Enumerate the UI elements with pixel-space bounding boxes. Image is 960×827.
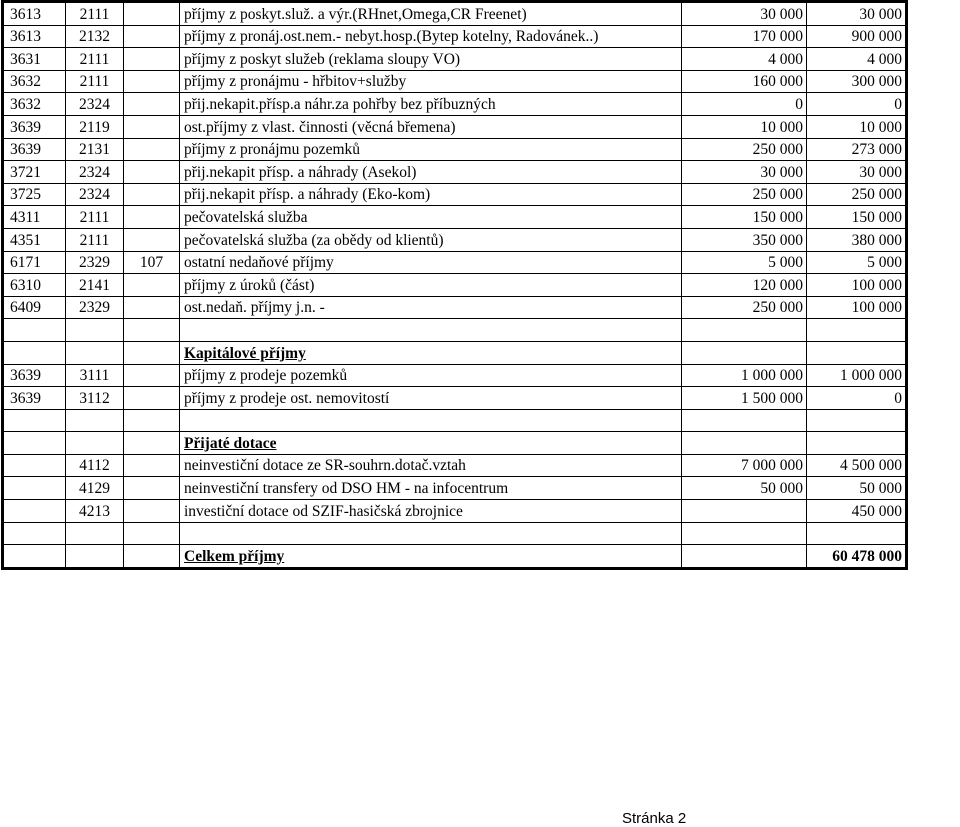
paragraph-cell: 3632 (3, 93, 66, 116)
table-row (3, 296, 907, 319)
table-row (3, 93, 907, 116)
section-header-row (3, 341, 907, 364)
description-cell: Celkem příjmy (180, 545, 682, 569)
org-unit-cell (124, 183, 180, 206)
paragraph-cell (3, 454, 66, 477)
org-unit-cell: 107 (124, 251, 180, 274)
amount-2-cell: 5 000 (807, 251, 907, 274)
item-code-cell: 2324 (66, 161, 124, 184)
item-code-cell: 2329 (66, 296, 124, 319)
item-code-cell: 2119 (66, 115, 124, 138)
org-unit-cell (124, 341, 180, 364)
org-unit-cell (124, 545, 180, 569)
page-number: Stránka 2 (622, 810, 687, 827)
paragraph-cell: 3639 (3, 364, 66, 387)
amount-2-cell (807, 341, 907, 364)
table-row (3, 500, 907, 523)
amount-1-cell: 170 000 (682, 25, 807, 48)
amount-2-cell: 300 000 (807, 70, 907, 93)
description-cell: ostatní nedaňové příjmy (180, 251, 682, 274)
amount-1-cell (682, 522, 807, 545)
amount-2-cell: 30 000 (807, 161, 907, 184)
amount-1-cell: 150 000 (682, 206, 807, 229)
item-code-cell: 2111 (66, 2, 124, 26)
description-cell: Kapitálové příjmy (180, 341, 682, 364)
amount-2-cell: 150 000 (807, 206, 907, 229)
description-cell: příjmy z úroků (část) (180, 274, 682, 297)
amount-2-cell: 900 000 (807, 25, 907, 48)
amount-2-cell (807, 409, 907, 432)
table-row (3, 183, 907, 206)
amount-1-cell: 7 000 000 (682, 454, 807, 477)
item-code-cell (66, 319, 124, 342)
org-unit-cell (124, 93, 180, 116)
paragraph-cell: 6409 (3, 296, 66, 319)
amount-2-cell: 450 000 (807, 500, 907, 523)
org-unit-cell (124, 454, 180, 477)
org-unit-cell (124, 70, 180, 93)
amount-1-cell: 120 000 (682, 274, 807, 297)
item-code-cell: 2324 (66, 93, 124, 116)
org-unit-cell (124, 25, 180, 48)
description-cell: příjmy z prodeje pozemků (180, 364, 682, 387)
paragraph-cell (3, 522, 66, 545)
paragraph-cell: 3725 (3, 183, 66, 206)
table-row (3, 477, 907, 500)
paragraph-cell: 3639 (3, 115, 66, 138)
description-cell: ost.nedaň. příjmy j.n. - (180, 296, 682, 319)
budget-table-body (3, 2, 907, 569)
amount-1-cell: 250 000 (682, 138, 807, 161)
amount-1-cell: 250 000 (682, 183, 807, 206)
total-row (3, 545, 907, 569)
paragraph-cell (3, 545, 66, 569)
paragraph-cell (3, 319, 66, 342)
org-unit-cell (124, 477, 180, 500)
amount-1-cell (682, 319, 807, 342)
amount-1-cell: 0 (682, 93, 807, 116)
description-cell: neinvestiční transfery od DSO HM - na infocentrum (180, 477, 682, 500)
description-cell: Přijaté dotace (180, 432, 682, 455)
item-code-cell: 2111 (66, 228, 124, 251)
paragraph-cell: 3639 (3, 138, 66, 161)
table-row (3, 2, 907, 26)
item-code-cell: 4112 (66, 454, 124, 477)
budget-table (1, 0, 908, 570)
paragraph-cell: 3631 (3, 48, 66, 71)
item-code-cell: 2132 (66, 25, 124, 48)
amount-2-cell: 380 000 (807, 228, 907, 251)
amount-2-cell: 0 (807, 93, 907, 116)
item-code-cell (66, 341, 124, 364)
paragraph-cell: 3639 (3, 387, 66, 410)
amount-1-cell: 1 000 000 (682, 364, 807, 387)
amount-2-cell: 60 478 000 (807, 545, 907, 569)
amount-1-cell (682, 500, 807, 523)
amount-2-cell (807, 319, 907, 342)
amount-2-cell: 30 000 (807, 2, 907, 26)
description-cell (180, 319, 682, 342)
table-row (3, 138, 907, 161)
description-cell: pečovatelská služba (180, 206, 682, 229)
amount-1-cell (682, 409, 807, 432)
amount-1-cell: 30 000 (682, 161, 807, 184)
org-unit-cell (124, 138, 180, 161)
item-code-cell: 2111 (66, 48, 124, 71)
amount-1-cell (682, 545, 807, 569)
description-cell: neinvestiční dotace ze SR-souhrn.dotač.vztah (180, 454, 682, 477)
description-cell: příjmy z poskyt.služ. a výr.(RHnet,Omega,CR Freenet) (180, 2, 682, 26)
item-code-cell: 2111 (66, 206, 124, 229)
description-cell: příjmy z pronájmu - hřbitov+služby (180, 70, 682, 93)
paragraph-cell (3, 409, 66, 432)
table-row (3, 48, 907, 71)
amount-1-cell: 1 500 000 (682, 387, 807, 410)
table-row (3, 115, 907, 138)
amount-2-cell: 100 000 (807, 296, 907, 319)
description-cell: přij.nekapit přísp. a náhrady (Asekol) (180, 161, 682, 184)
amount-1-cell: 160 000 (682, 70, 807, 93)
blank-row (3, 319, 907, 342)
blank-row (3, 522, 907, 545)
table-row (3, 274, 907, 297)
item-code-cell: 3111 (66, 364, 124, 387)
description-cell (180, 522, 682, 545)
amount-1-cell: 250 000 (682, 296, 807, 319)
paragraph-cell (3, 432, 66, 455)
description-cell: příjmy z prodeje ost. nemovitostí (180, 387, 682, 410)
amount-1-cell: 50 000 (682, 477, 807, 500)
amount-1-cell: 10 000 (682, 115, 807, 138)
org-unit-cell (124, 432, 180, 455)
paragraph-cell (3, 500, 66, 523)
amount-2-cell: 1 000 000 (807, 364, 907, 387)
amount-1-cell (682, 341, 807, 364)
table-row (3, 387, 907, 410)
paragraph-cell (3, 341, 66, 364)
org-unit-cell (124, 319, 180, 342)
paragraph-cell: 3721 (3, 161, 66, 184)
amount-2-cell: 4 500 000 (807, 454, 907, 477)
org-unit-cell (124, 161, 180, 184)
table-row (3, 228, 907, 251)
table-row (3, 161, 907, 184)
amount-2-cell: 0 (807, 387, 907, 410)
org-unit-cell (124, 115, 180, 138)
paragraph-cell: 3613 (3, 25, 66, 48)
table-row (3, 206, 907, 229)
item-code-cell: 2141 (66, 274, 124, 297)
org-unit-cell (124, 296, 180, 319)
paragraph-cell: 4351 (3, 228, 66, 251)
org-unit-cell (124, 48, 180, 71)
amount-2-cell: 100 000 (807, 274, 907, 297)
amount-1-cell (682, 432, 807, 455)
paragraph-cell: 4311 (3, 206, 66, 229)
org-unit-cell (124, 387, 180, 410)
amount-2-cell: 50 000 (807, 477, 907, 500)
item-code-cell (66, 432, 124, 455)
description-cell: pečovatelská služba (za obědy od klientů) (180, 228, 682, 251)
item-code-cell (66, 522, 124, 545)
amount-1-cell: 5 000 (682, 251, 807, 274)
table-row (3, 25, 907, 48)
amount-2-cell: 10 000 (807, 115, 907, 138)
paragraph-cell: 3632 (3, 70, 66, 93)
org-unit-cell (124, 364, 180, 387)
org-unit-cell (124, 228, 180, 251)
amount-1-cell: 4 000 (682, 48, 807, 71)
paragraph-cell (3, 477, 66, 500)
table-row (3, 364, 907, 387)
amount-2-cell (807, 522, 907, 545)
item-code-cell: 3112 (66, 387, 124, 410)
blank-row (3, 409, 907, 432)
table-row (3, 454, 907, 477)
item-code-cell: 4129 (66, 477, 124, 500)
amount-2-cell: 273 000 (807, 138, 907, 161)
description-cell: investiční dotace od SZIF-hasičská zbrojnice (180, 500, 682, 523)
item-code-cell (66, 409, 124, 432)
item-code-cell: 2131 (66, 138, 124, 161)
paragraph-cell: 3613 (3, 2, 66, 26)
item-code-cell: 2324 (66, 183, 124, 206)
description-cell: ost.příjmy z vlast. činnosti (věcná břemena) (180, 115, 682, 138)
paragraph-cell: 6171 (3, 251, 66, 274)
org-unit-cell (124, 409, 180, 432)
section-header-row (3, 432, 907, 455)
org-unit-cell (124, 2, 180, 26)
item-code-cell (66, 545, 124, 569)
org-unit-cell (124, 274, 180, 297)
org-unit-cell (124, 500, 180, 523)
description-cell: příjmy z pronáj.ost.nem.- nebyt.hosp.(Bytep kotelny, Radovánek..) (180, 25, 682, 48)
amount-2-cell: 250 000 (807, 183, 907, 206)
description-cell: přij.nekapit.přísp.a náhr.za pohřby bez příbuzných (180, 93, 682, 116)
item-code-cell: 2111 (66, 70, 124, 93)
amount-1-cell: 30 000 (682, 2, 807, 26)
amount-2-cell (807, 432, 907, 455)
amount-2-cell: 4 000 (807, 48, 907, 71)
table-row (3, 251, 907, 274)
table-row (3, 70, 907, 93)
amount-1-cell: 350 000 (682, 228, 807, 251)
description-cell: příjmy z poskyt služeb (reklama sloupy VO) (180, 48, 682, 71)
org-unit-cell (124, 206, 180, 229)
description-cell: příjmy z pronájmu pozemků (180, 138, 682, 161)
description-cell: přij.nekapit přísp. a náhrady (Eko-kom) (180, 183, 682, 206)
item-code-cell: 2329 (66, 251, 124, 274)
item-code-cell: 4213 (66, 500, 124, 523)
paragraph-cell: 6310 (3, 274, 66, 297)
description-cell (180, 409, 682, 432)
org-unit-cell (124, 522, 180, 545)
